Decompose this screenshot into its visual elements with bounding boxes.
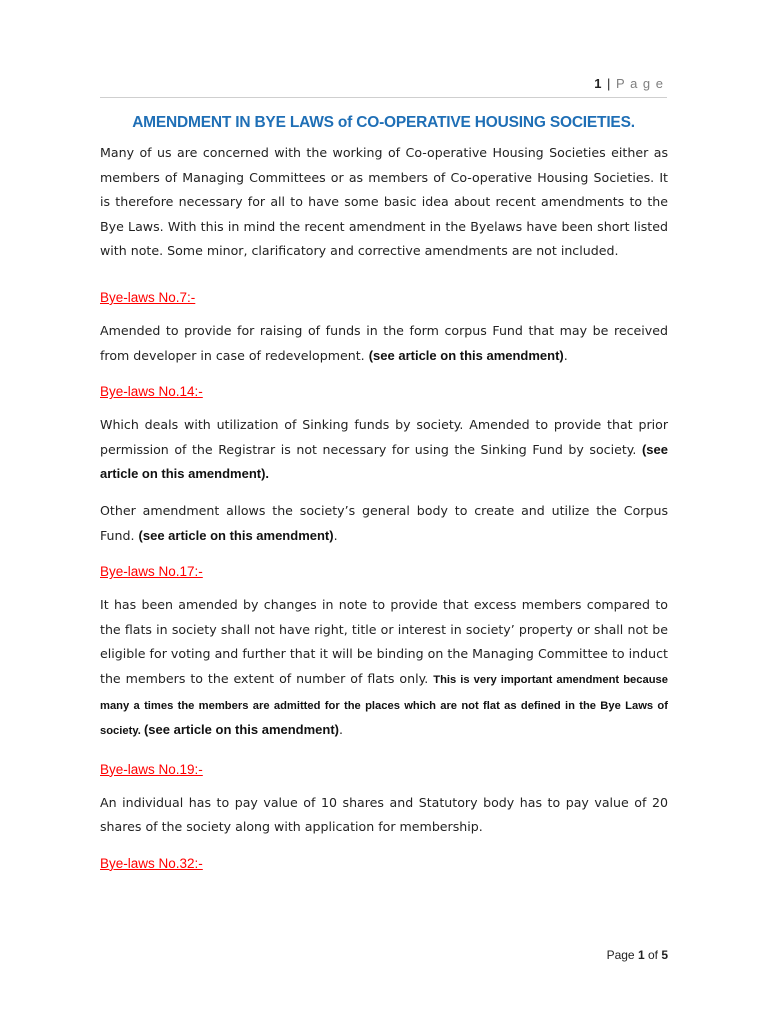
footer-page-indicator <box>607 948 668 962</box>
bye-law-14-text: Which deals with utilization of Sinking funds by society. Amended to provide that prior permission of the Registrar is not necessary for using the Sinking Fund by society. <box>100 417 668 457</box>
heading-bye-law-14: Bye-laws No.14:- <box>100 384 203 400</box>
footer-current-page: 1 <box>637 948 645 962</box>
paragraph-bye-law-17 <box>100 593 668 744</box>
paragraph-bye-law-14-corpus <box>100 499 668 548</box>
header-page-number <box>594 76 664 91</box>
paragraph-bye-law-7 <box>100 319 668 368</box>
bye-law-14-text-2: Other amendment allows the society’s general body to create and utilize the Corpus Fund. <box>100 502 668 543</box>
footer-of-word: of <box>644 948 662 962</box>
heading-bye-law-17: Bye-laws No.17:- <box>100 564 203 580</box>
footer-page-word: Page <box>606 948 638 962</box>
intro-paragraph: Many of us are concerned with the working of Co-operative Housing Societies either as members of Managing Committees or as members of Co-operative Housing Societies. It is therefore necessary for all to have some basic idea about recent amendments to the Bye Laws. With this in mind the recent amendment in the Byelaws have been short listed with note. Some minor, clarificatory and corrective amendments are not included. <box>100 145 668 259</box>
paragraph-bye-law-19: An individual has to pay value of 10 shares and Statutory body has to pay value of 20 shares of the society along with application for membership. <box>100 794 668 835</box>
bye-law-7-text: Amended to provide for raising of funds in the form corpus Fund that may be received from developer in case of redevelopment. <box>100 322 668 363</box>
bye-law-17-important-note: This is very important amendment because many a times the members are admitted for the places which are not flat as defined in the Bye Laws of society. <box>100 673 668 738</box>
heading-bye-law-19: Bye-laws No.19:- <box>100 761 203 777</box>
bye-law-14-period-2: . <box>333 527 338 543</box>
bye-law-7-period: . <box>563 347 568 363</box>
bye-law-7-article-ref: (see article on this amendment) <box>368 347 564 363</box>
heading-bye-law-7: Bye-laws No.7:- <box>100 289 196 305</box>
bye-law-17-text: It has been amended by changes in note to provide that excess members compared to the flats in society shall not have right, title or interest in society’ property or shall not be eligible for voting and further that it will be binding on the Managing Committee to induct the members to the extent of number of flats only. <box>100 597 668 686</box>
heading-bye-law-32: Bye-laws No.32:- <box>100 855 203 871</box>
header-page-num: 1 <box>594 76 603 91</box>
document-body <box>100 141 668 871</box>
header-page-label: P a g e <box>616 76 664 91</box>
header-separator: | <box>602 76 617 91</box>
bye-law-17-article-ref: (see article on this amendment) <box>143 722 340 738</box>
bye-law-14-article-ref-2: (see article on this amendment) <box>138 527 334 543</box>
bye-law-14-article-ref: (see article on this amendment). <box>100 441 668 482</box>
document-title: AMENDMENT IN BYE LAWS of CO-OPERATIVE HOUSING SOCIETIES. <box>132 114 635 131</box>
footer-total-pages: 5 <box>661 948 668 962</box>
bye-law-17-period: . <box>339 722 344 738</box>
paragraph-bye-law-14 <box>100 413 668 487</box>
header-divider <box>100 97 667 98</box>
